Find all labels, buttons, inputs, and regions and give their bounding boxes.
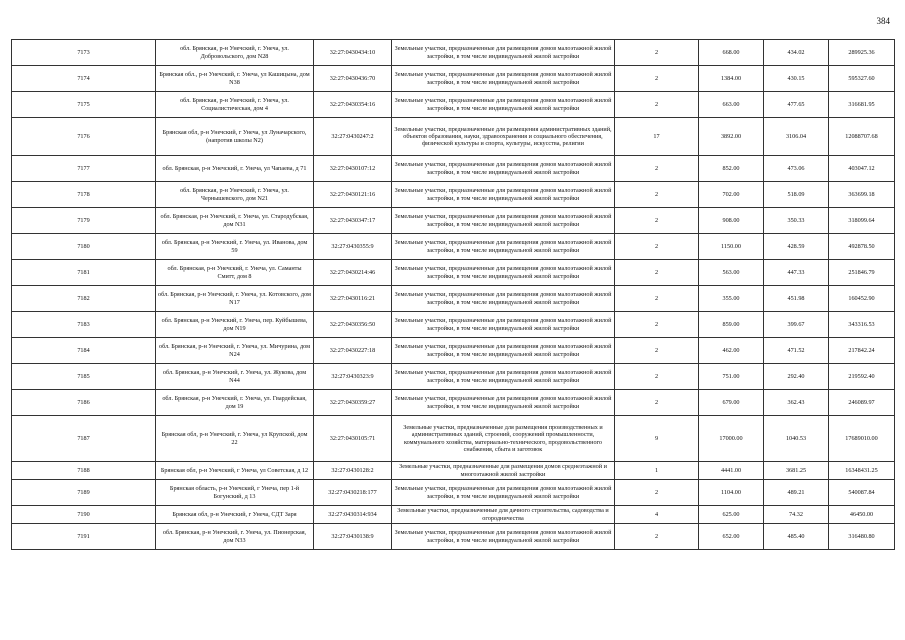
group-cell: 2 — [615, 524, 699, 550]
group-cell: 2 — [615, 40, 699, 66]
cadastral-value-cell: 246089.97 — [829, 390, 895, 416]
land-use-cell: Земельные участки, предназначенные для размещения домов малоэтажной жилой застройки, в том числе индивидуальной жилой застройки — [392, 338, 615, 364]
table-row — [12, 234, 895, 260]
land-use-cell: Земельные участки, предназначенные для размещения домов малоэтажной жилой застройки, в том числе индивидуальной жилой застройки — [392, 208, 615, 234]
row-number-cell: 7184 — [12, 338, 156, 364]
cadastral-value-table — [11, 39, 895, 550]
specific-value-cell: 489.21 — [764, 480, 829, 506]
land-use-cell: Земельные участки, предназначенные для размещения домов малоэтажной жилой застройки, в том числе индивидуальной жилой застройки — [392, 234, 615, 260]
area-cell: 1104.00 — [699, 480, 764, 506]
cadastral-value-cell: 219592.40 — [829, 364, 895, 390]
land-use-cell: Земельные участки, предназначенные для размещения производственных и административных зданий, строений, сооружений промышленности, коммунального хозяйства, материально-технического, продовольственного снабжения, сбыта и заготовок — [392, 416, 615, 462]
cadastral-number-cell: 32:27:0430121:16 — [314, 182, 392, 208]
row-number-cell: 7178 — [12, 182, 156, 208]
row-number-cell: 7180 — [12, 234, 156, 260]
cadastral-number-cell: 32:27:0430138:9 — [314, 524, 392, 550]
cadastral-value-cell: 363699.18 — [829, 182, 895, 208]
land-use-cell: Земельные участки, предназначенные для размещения домов малоэтажной жилой застройки, в том числе индивидуальной жилой застройки — [392, 66, 615, 92]
land-use-cell: Земельные участки, предназначенные для размещения домов малоэтажной жилой застройки, в том числе индивидуальной жилой застройки — [392, 92, 615, 118]
cadastral-number-cell: 32:27:0430347:17 — [314, 208, 392, 234]
group-cell: 2 — [615, 156, 699, 182]
group-cell: 2 — [615, 66, 699, 92]
area-cell: 751.00 — [699, 364, 764, 390]
address-cell: обл. Брянская, р-н Унечский, г. Унеча, ул. Иванова, дом 59 — [156, 234, 314, 260]
specific-value-cell: 1040.53 — [764, 416, 829, 462]
table-row — [12, 506, 895, 524]
cadastral-number-cell: 32:27:0430247:2 — [314, 118, 392, 156]
group-cell: 1 — [615, 462, 699, 480]
area-cell: 625.00 — [699, 506, 764, 524]
cadastral-value-cell: 16348431.25 — [829, 462, 895, 480]
cadastral-value-cell: 492878.50 — [829, 234, 895, 260]
cadastral-number-cell: 32:27:0430128:2 — [314, 462, 392, 480]
cadastral-value-cell: 46450.00 — [829, 506, 895, 524]
table-row — [12, 66, 895, 92]
area-cell: 4441.00 — [699, 462, 764, 480]
row-number-cell: 7176 — [12, 118, 156, 156]
land-use-cell: Земельные участки, предназначенные для размещения домов малоэтажной жилой застройки, в том числе индивидуальной жилой застройки — [392, 182, 615, 208]
group-cell: 2 — [615, 364, 699, 390]
table-row — [12, 416, 895, 462]
row-number-cell: 7186 — [12, 390, 156, 416]
address-cell: Брянская обл, р-н Унечский, г Унеча, ул Луначарского, (напротив школы N2) — [156, 118, 314, 156]
area-cell: 859.00 — [699, 312, 764, 338]
cadastral-value-cell: 595327.60 — [829, 66, 895, 92]
group-cell: 2 — [615, 234, 699, 260]
specific-value-cell: 74.32 — [764, 506, 829, 524]
page-number: 384 — [876, 16, 890, 26]
table-row — [12, 118, 895, 156]
table-row — [12, 260, 895, 286]
group-cell: 2 — [615, 390, 699, 416]
cadastral-value-cell: 160452.90 — [829, 286, 895, 312]
specific-value-cell: 428.59 — [764, 234, 829, 260]
specific-value-cell: 471.52 — [764, 338, 829, 364]
cadastral-value-cell: 540087.84 — [829, 480, 895, 506]
group-cell: 2 — [615, 260, 699, 286]
row-number-cell: 7187 — [12, 416, 156, 462]
land-use-cell: Земельные участки, предназначенные для размещения домов малоэтажной жилой застройки, в том числе индивидуальной жилой застройки — [392, 524, 615, 550]
area-cell: 3892.00 — [699, 118, 764, 156]
cadastral-value-cell: 403047.12 — [829, 156, 895, 182]
specific-value-cell: 518.09 — [764, 182, 829, 208]
cadastral-value-cell: 251846.79 — [829, 260, 895, 286]
cadastral-value-cell: 343316.53 — [829, 312, 895, 338]
land-use-cell: Земельные участки, предназначенные для размещения домов малоэтажной жилой застройки, в том числе индивидуальной жилой застройки — [392, 260, 615, 286]
cadastral-number-cell: 32:27:0430359:27 — [314, 390, 392, 416]
cadastral-number-cell: 32:27:0430314:934 — [314, 506, 392, 524]
cadastral-number-cell: 32:27:0430116:21 — [314, 286, 392, 312]
address-cell: обл. Брянская, р-н Унечский, г. Унеча, ул. Пионерская, дом N33 — [156, 524, 314, 550]
table-row — [12, 462, 895, 480]
land-use-cell: Земельные участки, предназначенные для размещения домов малоэтажной жилой застройки, в том числе индивидуальной жилой застройки — [392, 364, 615, 390]
land-use-cell: Земельные участки, предназначенные для размещения домов малоэтажной жилой застройки, в том числе индивидуальной жилой застройки — [392, 390, 615, 416]
area-cell: 1150.00 — [699, 234, 764, 260]
cadastral-value-cell: 217842.24 — [829, 338, 895, 364]
row-number-cell: 7182 — [12, 286, 156, 312]
land-use-cell: Земельные участки, предназначенные для размещения домов малоэтажной жилой застройки, в том числе индивидуальной жилой застройки — [392, 286, 615, 312]
cadastral-number-cell: 32:27:0430436:70 — [314, 66, 392, 92]
address-cell: обл. Брянская, р-н Унечский, г. Унеча, ул. Котовского, дом N17 — [156, 286, 314, 312]
group-cell: 2 — [615, 286, 699, 312]
area-cell: 852.00 — [699, 156, 764, 182]
table-row — [12, 312, 895, 338]
row-number-cell: 7174 — [12, 66, 156, 92]
area-cell: 679.00 — [699, 390, 764, 416]
address-cell: Брянская обл, р-н Унечский, г. Унеча, ул Крупской, дом 22 — [156, 416, 314, 462]
specific-value-cell: 485.40 — [764, 524, 829, 550]
area-cell: 652.00 — [699, 524, 764, 550]
table-row — [12, 92, 895, 118]
row-number-cell: 7179 — [12, 208, 156, 234]
address-cell: Брянская обл, р-н Унечский, г Унеча, СДТ Заря — [156, 506, 314, 524]
specific-value-cell: 451.98 — [764, 286, 829, 312]
group-cell: 2 — [615, 312, 699, 338]
land-use-cell: Земельные участки, предназначенные для размещения домов малоэтажной жилой застройки, в том числе индивидуальной жилой застройки — [392, 312, 615, 338]
group-cell: 17 — [615, 118, 699, 156]
row-number-cell: 7189 — [12, 480, 156, 506]
address-cell: обл. Брянская, р-н Унечский, г. Унеча, ул. Гвардейская, дом 19 — [156, 390, 314, 416]
row-number-cell: 7181 — [12, 260, 156, 286]
cadastral-value-cell: 17689010.00 — [829, 416, 895, 462]
table-row — [12, 40, 895, 66]
land-use-cell: Земельные участки, предназначенные для размещения домов среднеэтажной и многоэтажной жилой застройки — [392, 462, 615, 480]
table-row — [12, 286, 895, 312]
cadastral-value-cell: 316480.80 — [829, 524, 895, 550]
address-cell: обл. Брянская, р-н Унечский, г. Унеча, ул. Социалистическая, дом 4 — [156, 92, 314, 118]
group-cell: 2 — [615, 182, 699, 208]
area-cell: 355.00 — [699, 286, 764, 312]
table-row — [12, 208, 895, 234]
table-row — [12, 182, 895, 208]
cadastral-value-cell: 12088707.68 — [829, 118, 895, 156]
address-cell: обл. Брянская, р-н Унечский, г. Унеча, ул. Саманты Смитт, дом 8 — [156, 260, 314, 286]
land-use-cell: Земельные участки, предназначенные для дачного строительства, садоводства и огородничества — [392, 506, 615, 524]
group-cell: 2 — [615, 208, 699, 234]
specific-value-cell: 362.43 — [764, 390, 829, 416]
row-number-cell: 7175 — [12, 92, 156, 118]
table-row — [12, 364, 895, 390]
specific-value-cell: 473.06 — [764, 156, 829, 182]
cadastral-value-cell: 318099.64 — [829, 208, 895, 234]
area-cell: 702.00 — [699, 182, 764, 208]
land-use-cell: Земельные участки, предназначенные для размещения домов малоэтажной жилой застройки, в том числе индивидуальной жилой застройки — [392, 156, 615, 182]
cadastral-number-cell: 32:27:0430434:10 — [314, 40, 392, 66]
land-use-cell: Земельные участки, предназначенные для размещения административных зданий, объектов образования, науки, здравоохранения и социального обеспечения, физической культуры и спорта, культуры, искусства, религии — [392, 118, 615, 156]
group-cell: 2 — [615, 480, 699, 506]
table-row — [12, 480, 895, 506]
cadastral-number-cell: 32:27:0430227:18 — [314, 338, 392, 364]
group-cell: 2 — [615, 92, 699, 118]
table-row — [12, 390, 895, 416]
area-cell: 17000.00 — [699, 416, 764, 462]
address-cell: обл. Брянская, р-н Унечский, г. Унеча, ул. Добровольского, дом N28 — [156, 40, 314, 66]
cadastral-number-cell: 32:27:0430214:46 — [314, 260, 392, 286]
address-cell: Брянская область, р-н Унечский, г Унеча, пер 1-й Богунский, д 13 — [156, 480, 314, 506]
cadastral-value-cell: 289925.36 — [829, 40, 895, 66]
cadastral-number-cell: 32:27:0430355:9 — [314, 234, 392, 260]
cadastral-number-cell: 32:27:0430218:177 — [314, 480, 392, 506]
specific-value-cell: 447.33 — [764, 260, 829, 286]
address-cell: Брянская обл., р-н Унечский, г. Унеча, ул Кашицына, дом N38 — [156, 66, 314, 92]
row-number-cell: 7185 — [12, 364, 156, 390]
row-number-cell: 7190 — [12, 506, 156, 524]
area-cell: 563.00 — [699, 260, 764, 286]
cadastral-number-cell: 32:27:0430356:50 — [314, 312, 392, 338]
row-number-cell: 7183 — [12, 312, 156, 338]
cadastral-number-cell: 32:27:0430107:12 — [314, 156, 392, 182]
group-cell: 4 — [615, 506, 699, 524]
specific-value-cell: 3681.25 — [764, 462, 829, 480]
specific-value-cell: 434.02 — [764, 40, 829, 66]
address-cell: обл. Брянская, р-н Унечский, г. Унеча, ул. Стародубская, дом N31 — [156, 208, 314, 234]
specific-value-cell: 292.40 — [764, 364, 829, 390]
area-cell: 908.00 — [699, 208, 764, 234]
address-cell: обл. Брянская, р-н Унечский, г. Унеча, ул. Чернышевского, дом N21 — [156, 182, 314, 208]
specific-value-cell: 350.33 — [764, 208, 829, 234]
cadastral-value-cell: 316681.95 — [829, 92, 895, 118]
address-cell: обл. Брянская, р-н Унечский, г. Унеча, ул. Мичурина, дом N24 — [156, 338, 314, 364]
table-row — [12, 338, 895, 364]
group-cell: 2 — [615, 338, 699, 364]
address-cell: обл. Брянская, р-н Унечский, г. Унеча, ул Чапаева, д 71 — [156, 156, 314, 182]
cadastral-number-cell: 32:27:0430354:16 — [314, 92, 392, 118]
cadastral-number-cell: 32:27:0430323:9 — [314, 364, 392, 390]
area-cell: 668.00 — [699, 40, 764, 66]
specific-value-cell: 477.65 — [764, 92, 829, 118]
land-use-cell: Земельные участки, предназначенные для размещения домов малоэтажной жилой застройки, в том числе индивидуальной жилой застройки — [392, 480, 615, 506]
group-cell: 9 — [615, 416, 699, 462]
row-number-cell: 7173 — [12, 40, 156, 66]
land-use-cell: Земельные участки, предназначенные для размещения домов малоэтажной жилой застройки, в том числе индивидуальной жилой застройки — [392, 40, 615, 66]
specific-value-cell: 399.67 — [764, 312, 829, 338]
area-cell: 462.00 — [699, 338, 764, 364]
area-cell: 1384.00 — [699, 66, 764, 92]
table-row — [12, 524, 895, 550]
address-cell: Брянская обл, р-н Унечский, г Унеча, ул Советская, д 12 — [156, 462, 314, 480]
table-row — [12, 156, 895, 182]
specific-value-cell: 430.15 — [764, 66, 829, 92]
row-number-cell: 7191 — [12, 524, 156, 550]
row-number-cell: 7177 — [12, 156, 156, 182]
address-cell: обл. Брянская, р-н Унечский, г. Унеча, ул. Жукова, дом N44 — [156, 364, 314, 390]
row-number-cell: 7188 — [12, 462, 156, 480]
area-cell: 663.00 — [699, 92, 764, 118]
cadastral-number-cell: 32:27:0430105:71 — [314, 416, 392, 462]
specific-value-cell: 3106.04 — [764, 118, 829, 156]
address-cell: обл. Брянская, р-н Унечский, г. Унеча, пер. Куйбышева, дом N19 — [156, 312, 314, 338]
